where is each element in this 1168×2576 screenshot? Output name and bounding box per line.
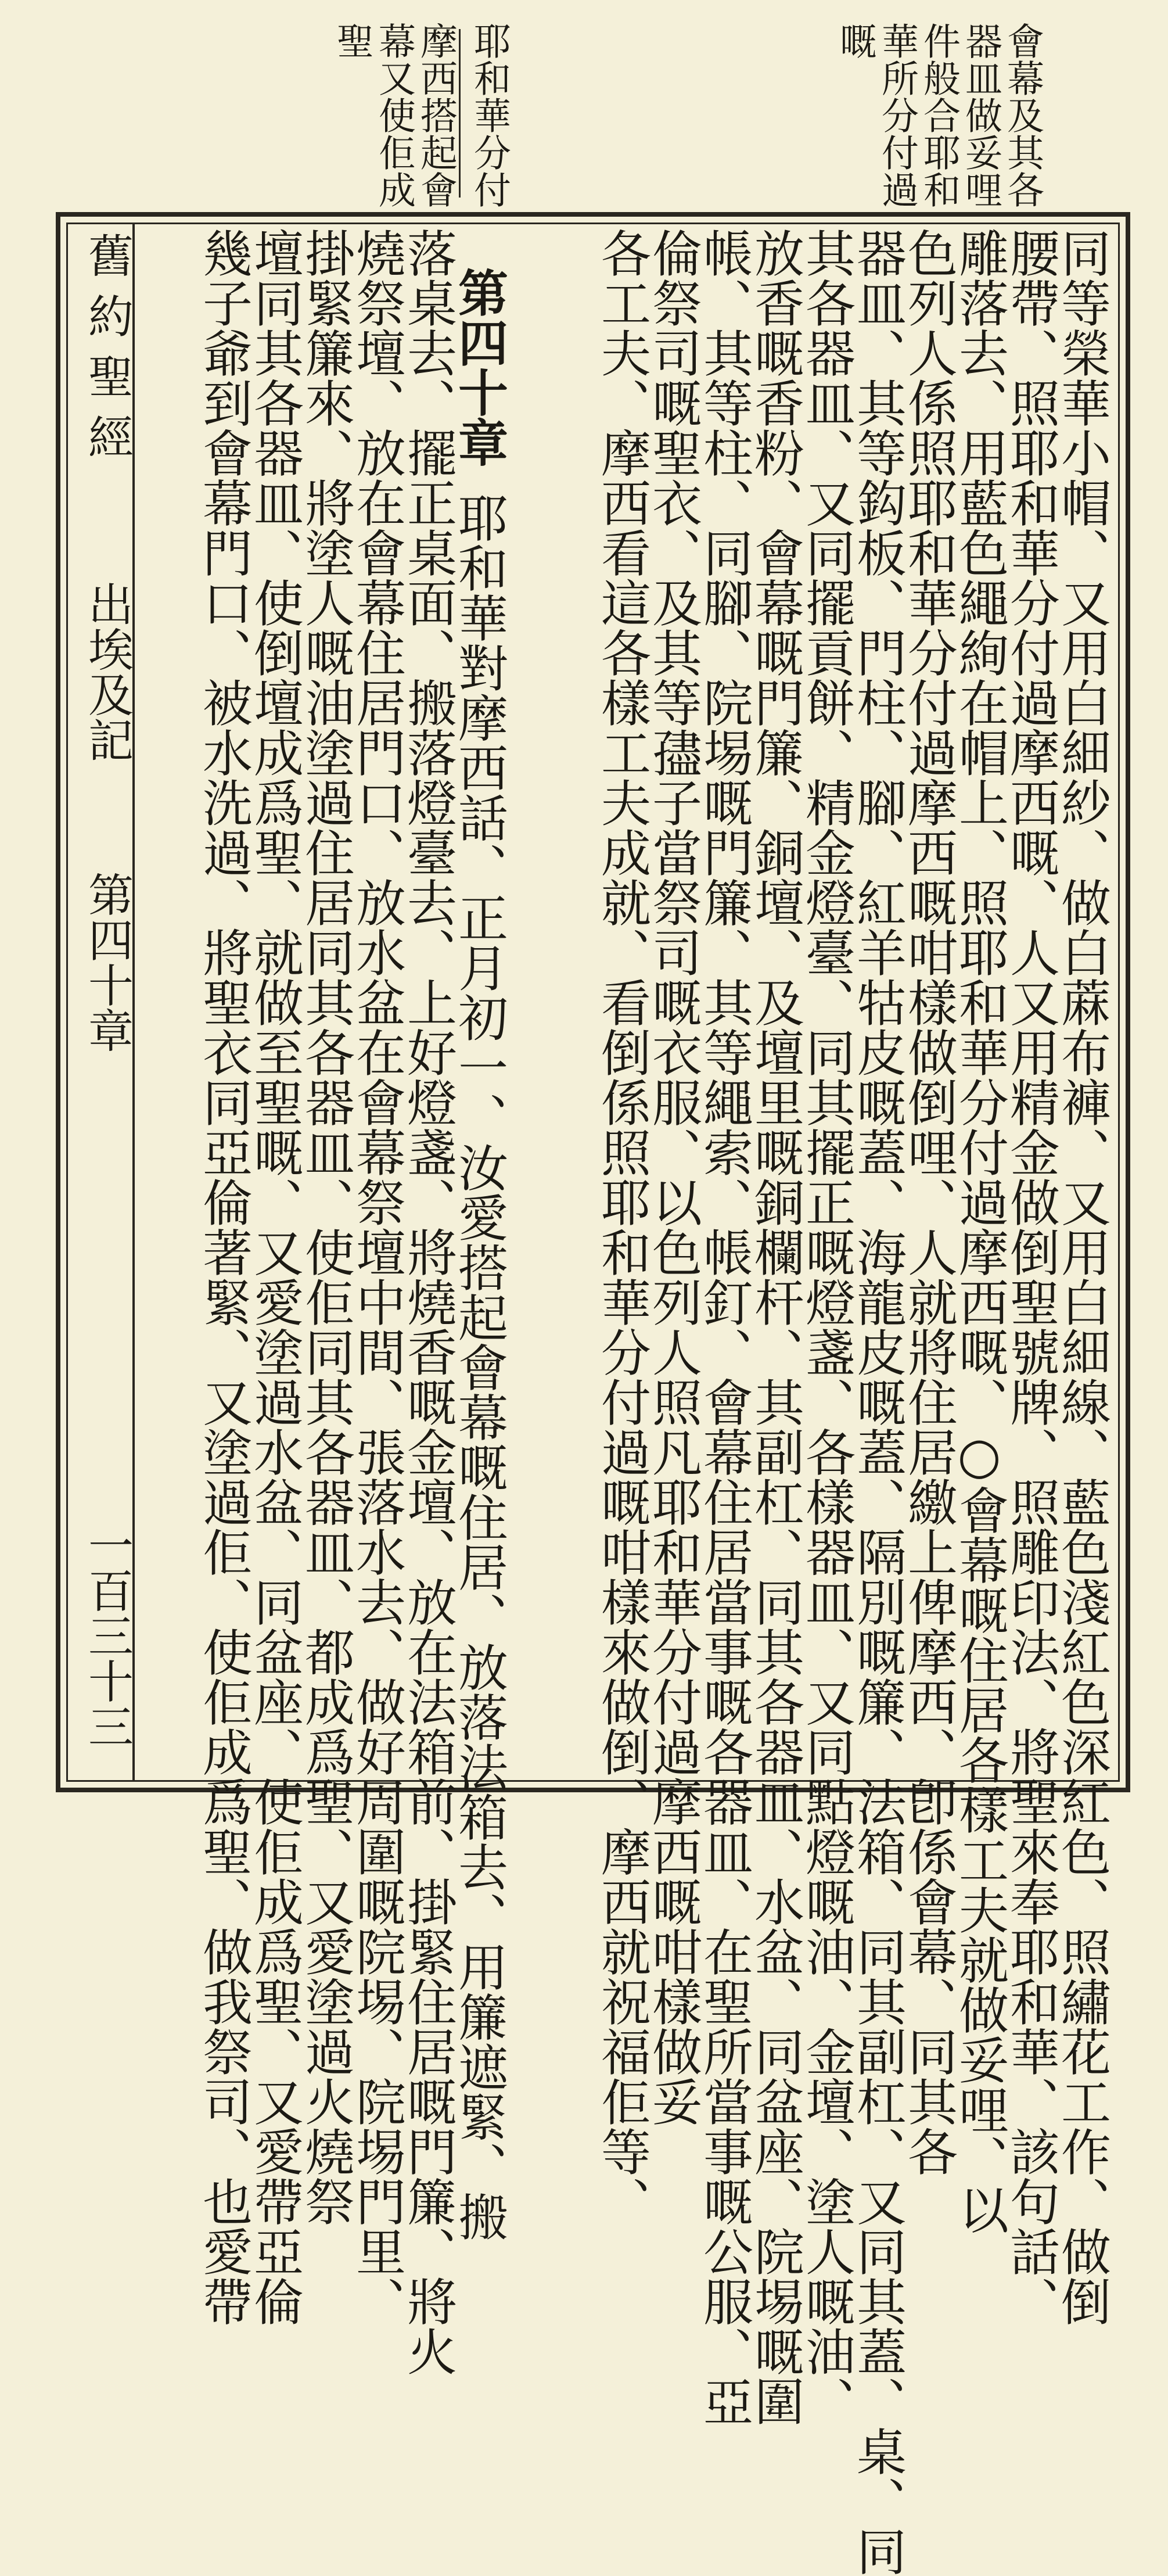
text-column-3: 雕落去、用藍色繩絢在帽上、照耶和華分付過摩西嘅、○會幕嘅住居各樣工夫就做妥哩、以 — [950, 228, 1008, 2234]
text-column-6: 其各器皿、又同擺貢餅、精金燈臺、同其擺正嘅燈盞、各樣器皿、又同點燈嘅油、金壇、塗人嘅油、 — [797, 228, 855, 2426]
headnote-right-line-4: 華所分付過 — [875, 22, 918, 208]
chapter-column-2: 落桌去、擺正桌面、搬落燈臺去、上好燈盞、將燒香嘅金壇、放在法箱前、掛緊住居嘅門簾、將火 — [398, 228, 457, 2376]
page-number: 一百三十三 — [81, 1522, 133, 1749]
chapter-column-4: 掛緊簾來、將塗人嘅油塗過住居同其各器皿、使佢同其各器皿、都成爲聖、又愛塗過火燒祭 — [296, 228, 354, 2226]
chapter-column-6: 幾子爺到會幕門口、被水洗過、將聖衣同亞倫著緊、又塗過佢、使佢成爲聖、做我祭司、也愛帶 — [194, 228, 252, 2326]
headnote-right-line-3: 件般合耶和 — [917, 22, 960, 208]
headnote-right-line-1: 會幕及其各 — [1001, 22, 1044, 208]
text-column-1: 同等榮華小帽、又用白細紗、做白蔴布褲、又用白細線、藍色淺紅色深紅色、照繡花工作、做倒 — [1052, 228, 1111, 2326]
headnote-left-rule — [459, 29, 461, 198]
text-column-8: 帳、其等柱、同腳、院埸嘅門簾、其等繩索、帳釘、會幕住居當事嘅各器皿、在聖所當事嘅公服、亞 — [695, 228, 753, 2426]
text-column-5: 器皿、其等鈎板、門柱、腳、紅羊牯皮嘅蓋、海龍皮嘅蓋、隔別嘅簾、法箱、同其副杠、又同其蓋、桌、同 — [848, 228, 906, 2576]
chapter-column-1: 耶和華對摩西話、正月初一、汝愛搭起會幕嘅住居、放落法箱去、用簾遮緊、搬 — [450, 493, 508, 2241]
headnote-left-line-4: 聖 — [330, 22, 373, 59]
headnote-left-line-3: 幕又使佢成 — [372, 22, 415, 208]
headnote-right-line-2: 器皿做妥哩 — [959, 22, 1002, 208]
headnote-left-line-1: 耶和華分付 — [468, 22, 511, 208]
headnote-right-line-5: 嘅 — [833, 22, 876, 59]
chapter-heading: 第四十章 — [450, 267, 508, 467]
chapter-column-5: 壇同其各器皿、使倒壇成爲聖、就做至聖嘅、又愛塗過水盆、同盆座、使佢成爲聖、又愛帶亞倫 — [245, 228, 303, 2326]
text-column-7: 放香嘅香粉、會幕嘅門簾、銅壇、及壇里嘅銅欄杆、其副杠、同其各器皿、水盆、同盆座、院埸嘅圍 — [746, 228, 804, 2426]
text-column-10: 各工夫、摩西看這各樣工夫成就、看倒係照耶和華分付過嘅咁樣來做倒、摩西就祝福佢等、 — [592, 228, 651, 2226]
chapter-column-3: 燒祭壇、放在會幕住居門口、放水盆在會幕祭壇中間、張落水去、做好周圍嘅院埸、院埸門里、 — [347, 228, 405, 2326]
book-title: 舊約聖經 — [81, 232, 133, 474]
chapter-label: 第四十章 — [81, 871, 133, 1053]
headnote-left-line-2: 摩西搭起會 — [414, 22, 457, 208]
text-column-2: 腰帶、照耶和華分付過摩西嘅、人又用精金做倒聖號牌、照雕印法、將聖來奉耶和華、該句話、 — [1001, 228, 1059, 2326]
text-column-4: 色列人係照耶和華分付過摩西嘅咁樣做倒哩、人就將住居繳上俾摩西、卽係會幕、同其各 — [899, 228, 957, 2176]
section-title: 出埃及記 — [81, 581, 133, 762]
text-column-9: 倫祭司嘅聖衣、及其等孻子當祭司嘅衣服、以色列人照凡耶和華分付過摩西嘅咁樣做妥 — [644, 228, 702, 2126]
